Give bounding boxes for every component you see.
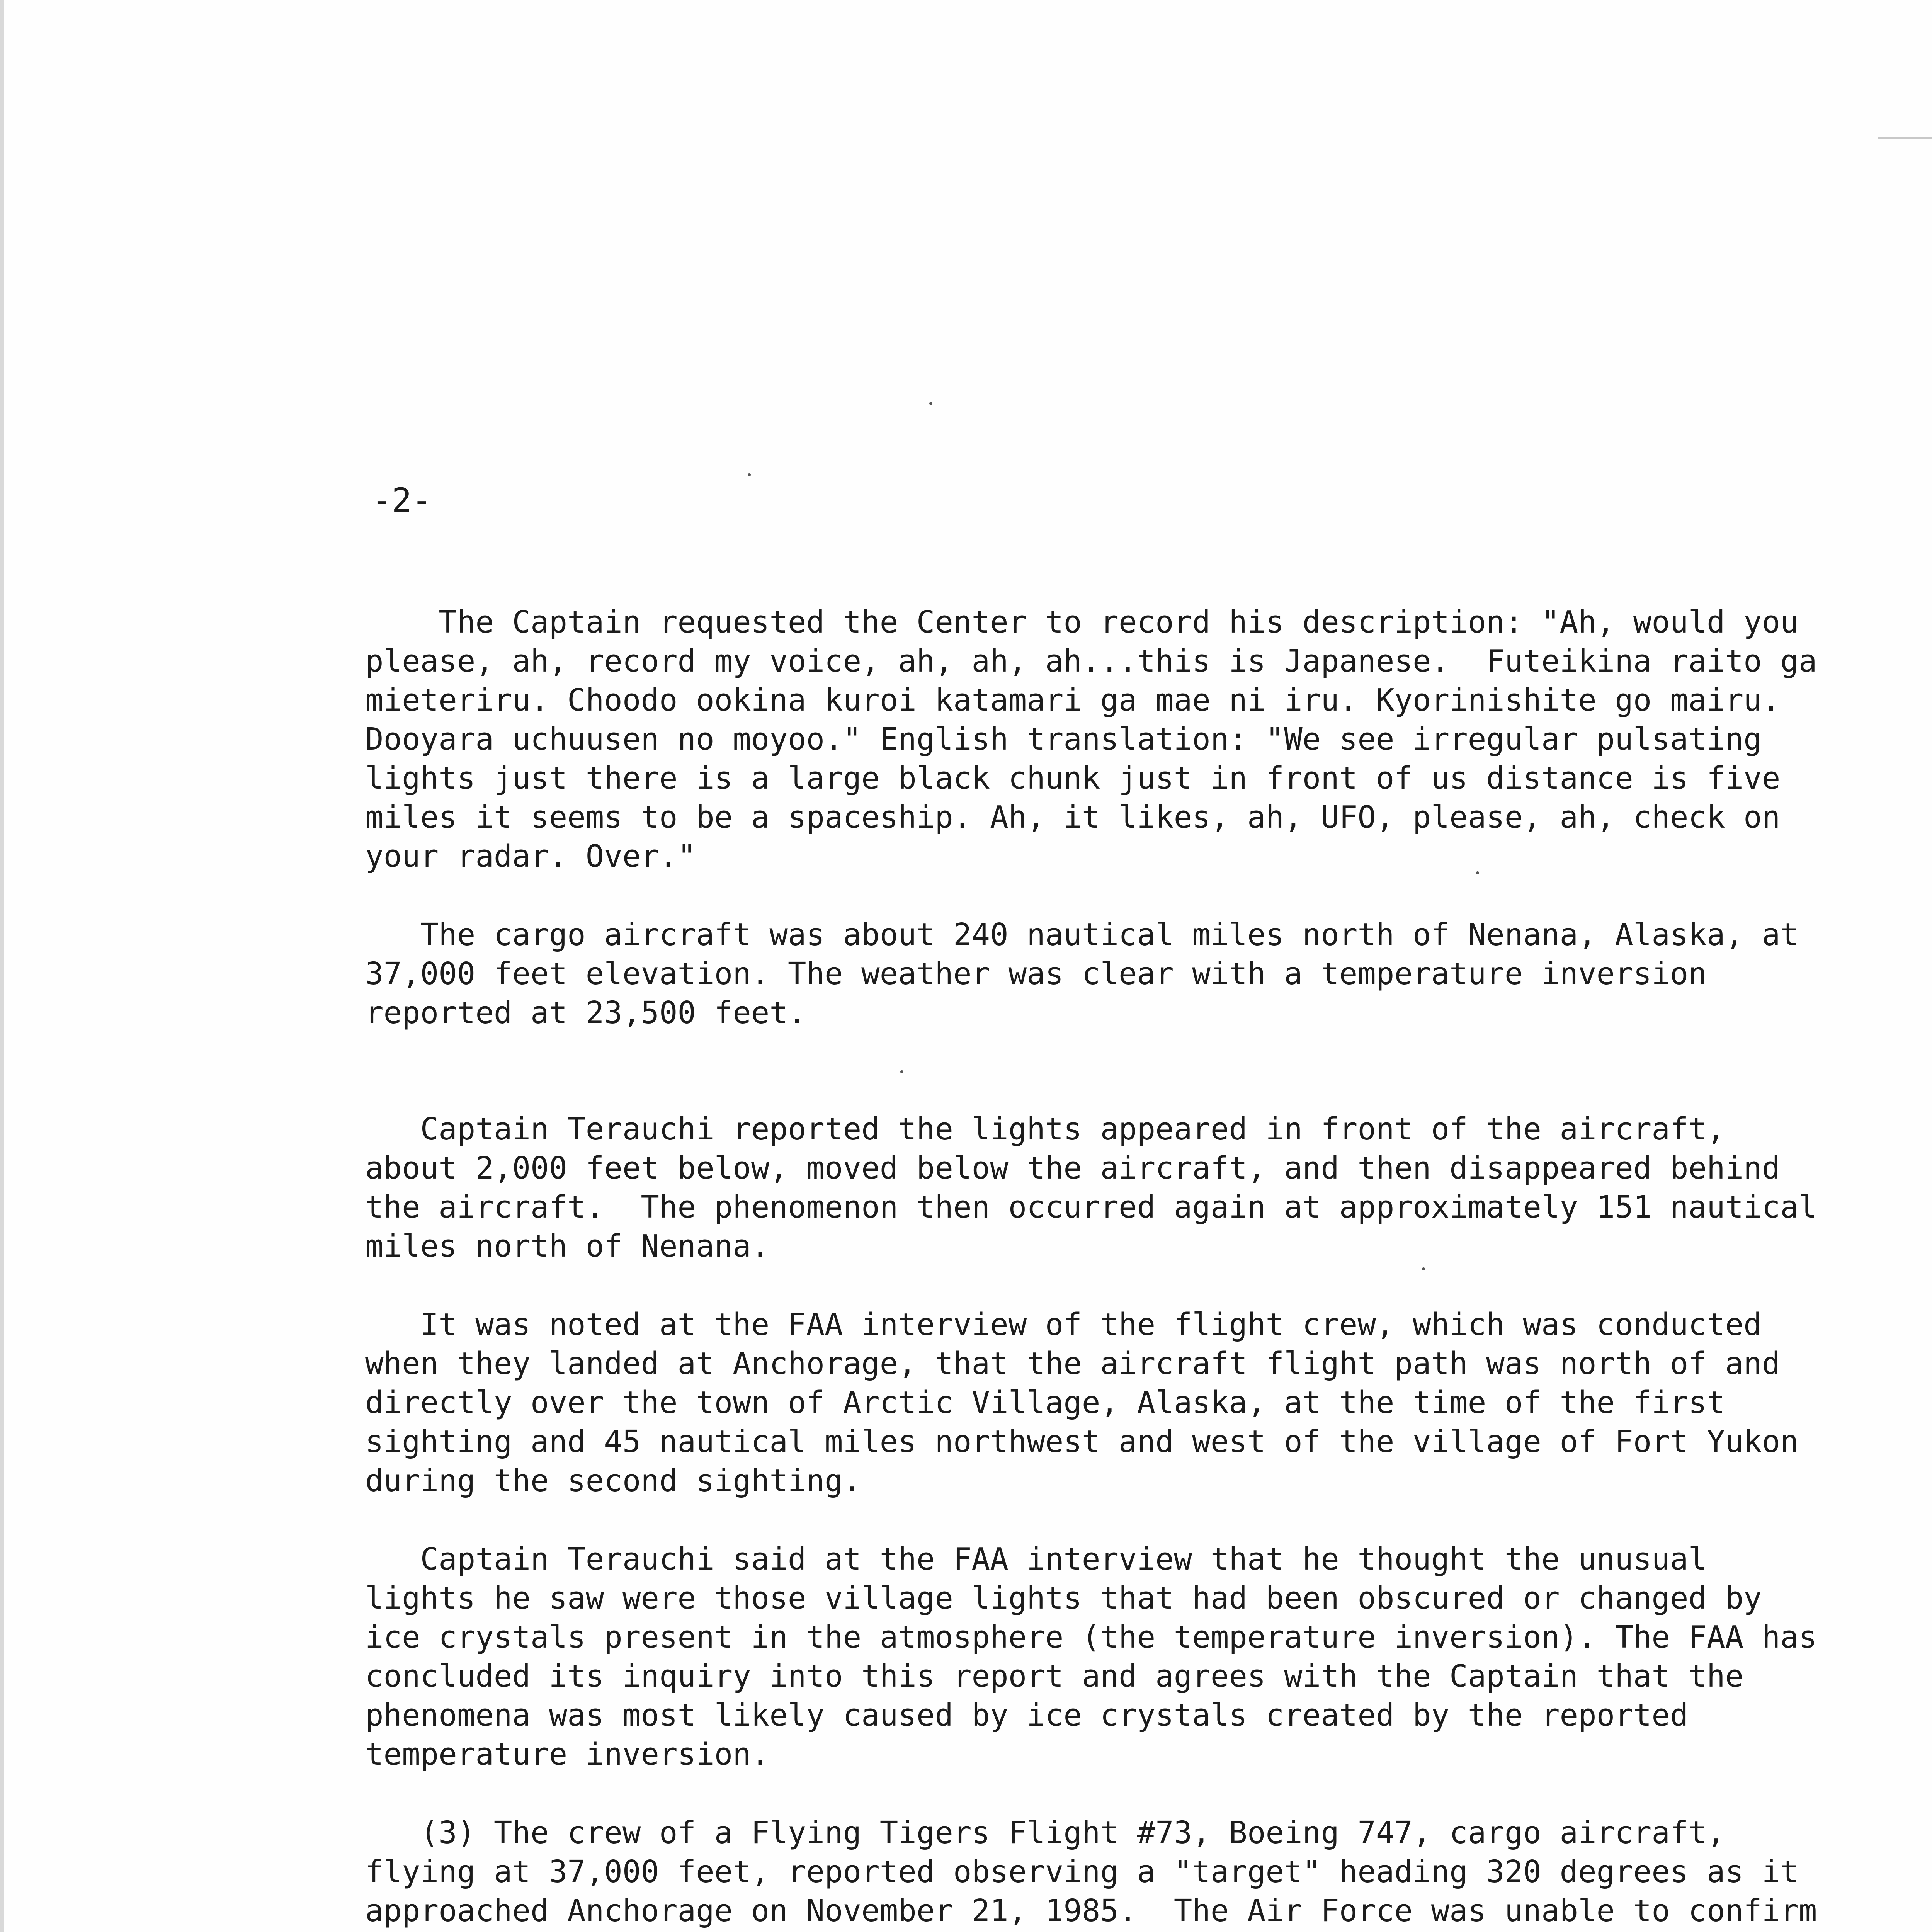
text-line: concluded its inquiry into this report and agrees with the Captain that the (365, 1658, 1744, 1694)
text-line: lights he saw were those village lights that had been obscured or changed by (365, 1580, 1762, 1616)
text-line: directly over the town of Arctic Village, Alaska, at the time of the first (365, 1385, 1725, 1420)
page-number: -2- (372, 481, 432, 520)
text-line: sighting and 45 nautical miles northwest and west of the village of Fort Yukon (365, 1424, 1799, 1459)
paragraph-aircraft-position (365, 915, 1932, 1032)
paragraph-flying-tigers (365, 1813, 1932, 1932)
scan-artifact-line (1878, 137, 1932, 139)
text-line: approached Anchorage on November 21, 1985. The Air Force was unable to confirm (365, 1893, 1817, 1929)
text-line: when they landed at Anchorage, that the aircraft flight path was north of and (365, 1346, 1781, 1381)
text-line: during the second sighting. (365, 1463, 862, 1498)
text-line: mieteriru. Choodo ookina kuroi katamari ga mae ni iru. Kyorinishite go mairu. (365, 682, 1781, 718)
paragraph-faa-interview (365, 1305, 1932, 1500)
text-line: ice crystals present in the atmosphere (the temperature inversion). The FAA has (365, 1619, 1817, 1655)
memo-body (365, 603, 1932, 1932)
scan-speck (748, 473, 751, 476)
text-line: lights just there is a large black chunk just in front of us distance is five (365, 760, 1781, 796)
text-line: your radar. Over." (365, 838, 696, 874)
text-line: miles north of Nenana. (365, 1228, 770, 1264)
text-line: It was noted at the FAA interview of the flight crew, which was conducted (365, 1307, 1762, 1342)
text-line: (3) The crew of a Flying Tigers Flight #73, Boeing 747, cargo aircraft, (365, 1815, 1725, 1850)
text-line (365, 1930, 1932, 1932)
text-line: about 2,000 feet below, moved below the aircraft, and then disappeared behind (365, 1150, 1781, 1186)
text-line: Dooyara uchuusen no moyoo." English translation: "We see irregular pulsating (365, 721, 1762, 757)
scan-speck (929, 402, 932, 405)
text-line: phenomena was most likely caused by ice crystals created by the reported (365, 1697, 1689, 1733)
text-line: The cargo aircraft was about 240 nautical miles north of Nenana, Alaska, at (365, 917, 1799, 952)
paragraph-faa-conclusion (365, 1540, 1932, 1774)
text-line: the aircraft. The phenomenon then occurred again at approximately 151 nautical (365, 1189, 1817, 1225)
scan-edge (0, 0, 4, 1932)
text-line: please, ah, record my voice, ah, ah, ah...this is Japanese. Futeikina raito ga (365, 643, 1817, 679)
text-line: flying at 37,000 feet, reported observing a "target" heading 320 degrees as it (365, 1854, 1799, 1889)
text-line: Captain Terauchi reported the lights appeared in front of the aircraft, (365, 1111, 1725, 1147)
paragraph-captain-description (365, 603, 1932, 876)
text-line: Captain Terauchi said at the FAA interview that he thought the unusual (365, 1541, 1707, 1577)
text-line: reported at 23,500 feet. (365, 995, 806, 1031)
paragraph-lights-report (365, 1110, 1932, 1266)
text-line: 37,000 feet elevation. The weather was clear with a temperature inversion (365, 956, 1707, 992)
text-line: miles it seems to be a spaceship. Ah, it likes, ah, UFO, please, ah, check on (365, 799, 1781, 835)
text-line: temperature inversion. (365, 1736, 770, 1772)
text-line: The Captain requested the Center to record his description: "Ah, would you (365, 604, 1799, 640)
